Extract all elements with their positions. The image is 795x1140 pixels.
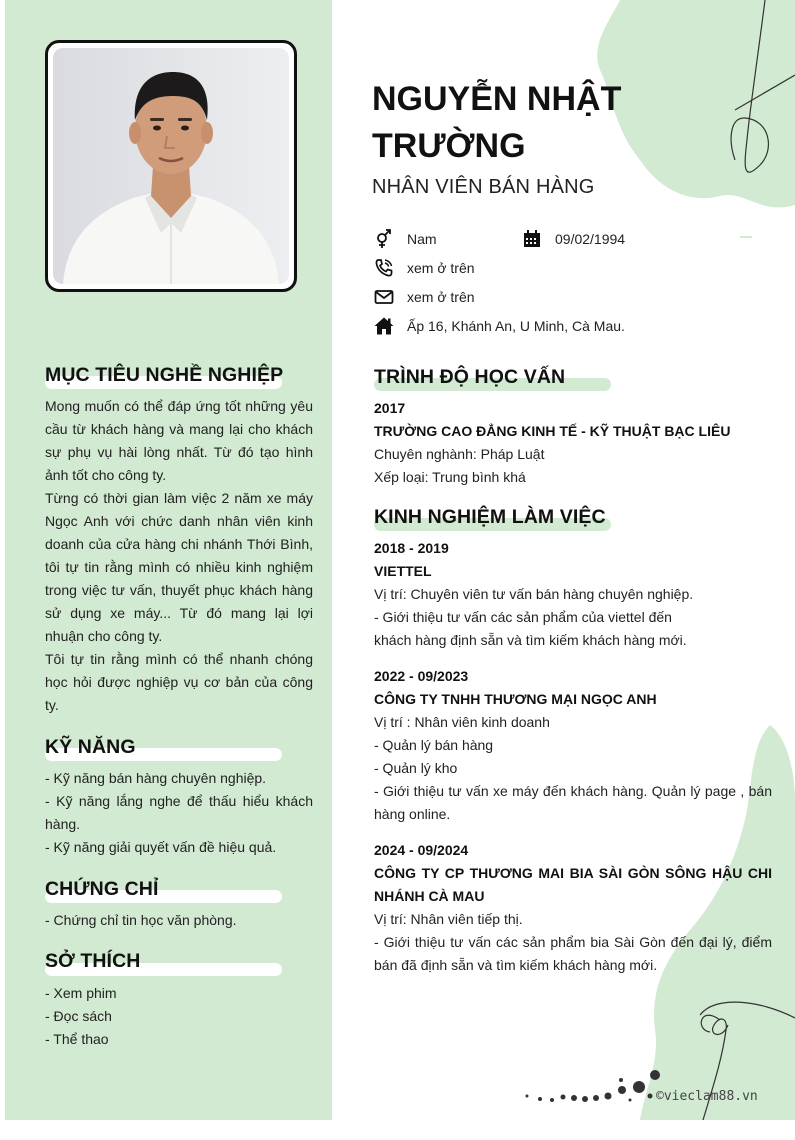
education-school: TRƯỜNG CAO ĐẲNG KINH TẾ - KỸ THUẬT BẠC LIÊU [374, 423, 731, 439]
certificates-list [45, 909, 313, 932]
experience-title: KINH NGHIỆM LÀM VIỆC [374, 506, 606, 528]
watermark: ©vieclam88.vn [656, 1089, 758, 1104]
education-year: 2017 [374, 400, 406, 416]
job-period: 2022 - 09/2023 [374, 668, 469, 684]
certificates-title: CHỨNG CHỈ [45, 878, 159, 900]
education-title: TRÌNH ĐỘ HỌC VẤN [374, 366, 566, 388]
experience-job [374, 839, 772, 977]
objective-paragraph: Từng có thời gian làm việc 2 năm xe máy Ngọc Anh với chức danh nhân viên kinh doanh của cửa hàng chi nhánh Thới Bình, tôi tự tin rằng mình có nhiều kinh nghiệm trong việc tư vấn, thuyết phục khách hàng sử dụng xe máy... Từ đó mang lại lợi nhuận cho công ty. [45, 490, 313, 644]
education-grade: Xếp loại: Trung bình khá [374, 469, 526, 485]
phone-row [373, 258, 475, 278]
education-major: Chuyên nghành: Pháp Luật [374, 446, 545, 462]
objective-paragraph: Mong muốn có thể đáp ứng tốt những yêu cầu từ khách hàng và mang lại cho khách sự phụ vụ hài lòng nhất. Từ đó tạo hình ảnh tốt cho công ty. [45, 398, 313, 483]
list-item: - Kỹ năng lắng nghe để thấu hiểu khách hàng. [45, 793, 313, 832]
job-line: - Quản lý bán hàng [374, 737, 494, 753]
job-line: Vị trí : Nhân viên kinh doanh [374, 714, 550, 730]
job-line: - Giới thiệu tư vấn các sản phẩm bia Sài Gòn đến đại lý, điểm bán đã định sẵn và tìm kiếm khách hàng mới. [374, 934, 772, 973]
email-value: xem ở trên [407, 289, 475, 305]
experience-job [374, 537, 772, 652]
gender-row [373, 229, 437, 249]
hobbies-title: SỞ THÍCH [45, 950, 141, 972]
list-item: - Xem phim [45, 985, 117, 1001]
address-row [373, 316, 625, 336]
job-period: 2024 - 09/2024 [374, 842, 469, 858]
education-block [374, 397, 772, 489]
birthdate-value: 09/02/1994 [555, 231, 626, 247]
hobbies-list [45, 982, 313, 1051]
job-company: CÔNG TY CP THƯƠNG MAI BIA SÀI GÒN SÔNG HẬU CHI NHÁNH CÀ MAU [374, 865, 772, 904]
gender-icon [373, 229, 395, 249]
objective-paragraph: Tôi tự tin rằng mình có thể nhanh chóng học hỏi được nghiệp vụ cơ bản của công ty. [45, 651, 313, 713]
job-line: Vị trí: Chuyên viên tư vấn bán hàng chuyên nghiệp. [374, 586, 694, 602]
home-icon [373, 316, 395, 336]
job-line: - Giới thiệu tư vấn xe máy đến khách hàng. Quản lý page , bán hàng online. [374, 783, 772, 822]
gender-value: Nam [407, 231, 437, 247]
profile-photo [45, 40, 297, 292]
job-company: CÔNG TY TNHH THƯƠNG MẠI NGỌC ANH [374, 691, 657, 707]
list-item: - Đọc sách [45, 1008, 112, 1024]
candidate-name: NGUYỄN NHẬT TRƯỜNG [372, 80, 622, 165]
list-item: - Thể thao [45, 1031, 109, 1047]
avatar-image [53, 48, 289, 284]
email-row [373, 287, 475, 307]
list-item: - Kỹ năng bán hàng chuyên nghiệp. [45, 770, 267, 786]
job-title: NHÂN VIÊN BÁN HÀNG [372, 176, 595, 198]
address-value: Ấp 16, Khánh An, U Minh, Cà Mau. [407, 318, 625, 334]
job-company: VIETTEL [374, 563, 432, 579]
job-period: 2018 - 2019 [374, 540, 449, 556]
skills-list [45, 767, 313, 859]
list-item: - Chứng chỉ tin học văn phòng. [45, 912, 237, 928]
objective-title: MỤC TIÊU NGHỀ NGHIỆP [45, 364, 284, 386]
job-line: - Quản lý kho [374, 760, 458, 776]
skills-title: KỸ NĂNG [45, 736, 136, 758]
list-item: - Kỹ năng giải quyết vấn đề hiệu quả. [45, 839, 277, 855]
job-line: Vị trí: Nhân viên tiếp thị. [374, 911, 523, 927]
email-icon [373, 287, 395, 307]
calendar-icon [521, 229, 543, 249]
job-line: - Giới thiệu tư vấn các sản phẩm của viettel đến khách hàng định sẵn và tìm kiếm khách hàng mới. [374, 609, 687, 648]
objective-text [45, 395, 313, 717]
birthdate-row [521, 229, 625, 249]
phone-value: xem ở trên [407, 260, 475, 276]
experience-job [374, 665, 772, 826]
phone-icon [373, 258, 395, 278]
